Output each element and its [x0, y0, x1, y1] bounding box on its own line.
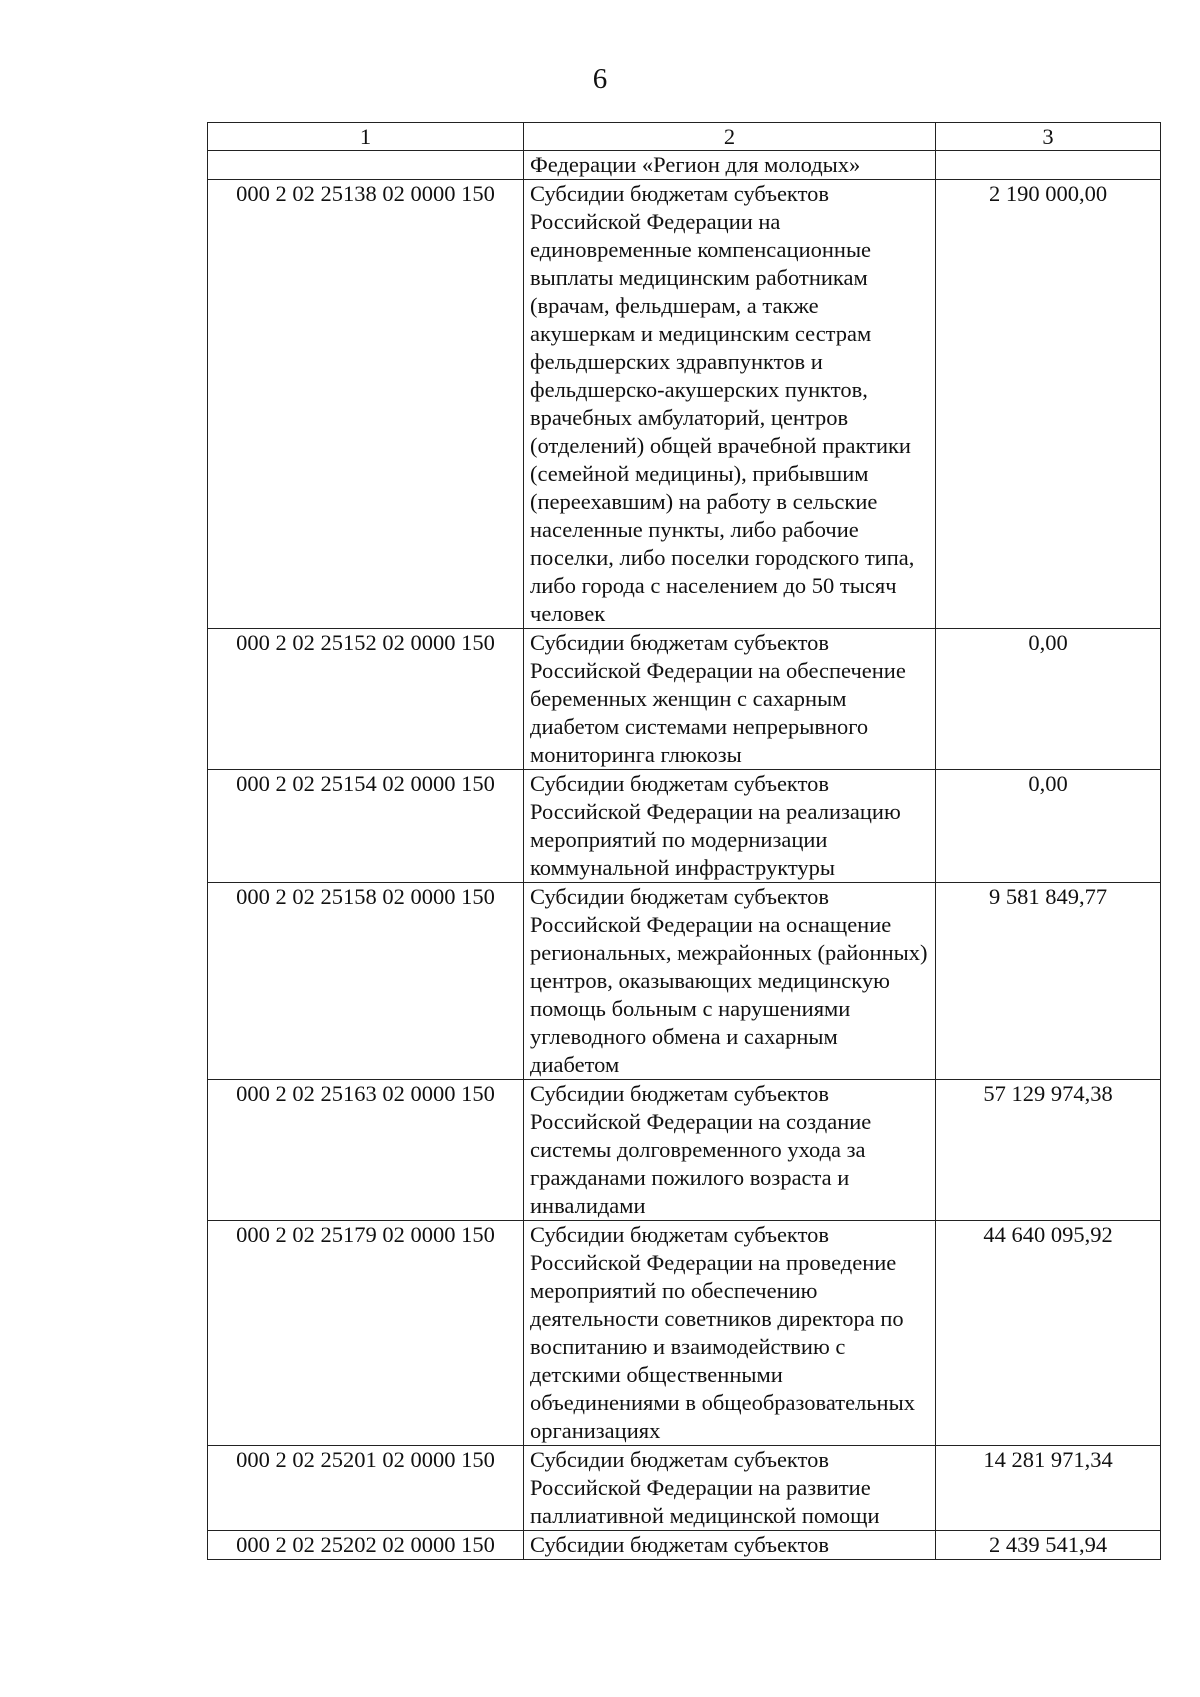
continuation-code-cell	[208, 151, 524, 180]
column-header-1: 1	[208, 123, 524, 151]
amount-cell: 14 281 971,34	[936, 1446, 1161, 1531]
table-row	[208, 1531, 1161, 1560]
description-cell: Субсидии бюджетам субъектов	[524, 1531, 936, 1560]
code-cell: 000 2 02 25152 02 0000 150	[208, 629, 524, 770]
continuation-row	[208, 151, 1161, 180]
table-row	[208, 1221, 1161, 1446]
table-row	[208, 180, 1161, 629]
amount-cell: 44 640 095,92	[936, 1221, 1161, 1446]
amount-cell: 9 581 849,77	[936, 883, 1161, 1080]
description-cell: Субсидии бюджетам субъектов Российской Федерации на создание системы долговременного ухода за гражданами пожилого возраста и инвалидами	[524, 1080, 936, 1221]
continuation-amount-cell	[936, 151, 1161, 180]
table-row	[208, 629, 1161, 770]
description-cell: Субсидии бюджетам субъектов Российской Федерации на реализацию мероприятий по модернизации коммунальной инфраструктуры	[524, 770, 936, 883]
code-cell: 000 2 02 25201 02 0000 150	[208, 1446, 524, 1531]
budget-revenue-table	[207, 122, 1161, 1560]
code-cell: 000 2 02 25202 02 0000 150	[208, 1531, 524, 1560]
description-cell: Субсидии бюджетам субъектов Российской Федерации на проведение мероприятий по обеспечению деятельности советников директора по воспитанию и взаимодействию с детскими общественными объединениями в общеобразовательных организациях	[524, 1221, 936, 1446]
table-row	[208, 1446, 1161, 1531]
code-cell: 000 2 02 25163 02 0000 150	[208, 1080, 524, 1221]
amount-cell: 0,00	[936, 770, 1161, 883]
amount-cell: 57 129 974,38	[936, 1080, 1161, 1221]
code-cell: 000 2 02 25158 02 0000 150	[208, 883, 524, 1080]
amount-cell: 2 439 541,94	[936, 1531, 1161, 1560]
table-row	[208, 883, 1161, 1080]
amount-cell: 0,00	[936, 629, 1161, 770]
table-row	[208, 770, 1161, 883]
description-cell: Субсидии бюджетам субъектов Российской Федерации на обеспечение беременных женщин с сахарным диабетом системами непрерывного мониторинга глюкозы	[524, 629, 936, 770]
page-number: 6	[592, 63, 608, 95]
table-row	[208, 1080, 1161, 1221]
description-cell: Субсидии бюджетам субъектов Российской Федерации на единовременные компенсационные выплаты медицинским работникам (врачам, фельдшерам, а также акушеркам и медицинским сестрам фельдшерских здравпунктов и фельдшерско-акушерских пунктов, врачебных амбулаторий, центров (отделений) общей врачебной практики (семейной медицины), прибывшим (переехавшим) на работу в сельские населенные пункты, либо рабочие поселки, либо поселки городского типа, либо города с населением до 50 тысяч человек	[524, 180, 936, 629]
code-cell: 000 2 02 25138 02 0000 150	[208, 180, 524, 629]
continuation-description-cell: Федерации «Регион для молодых»	[524, 151, 936, 180]
column-header-2: 2	[524, 123, 936, 151]
description-cell: Субсидии бюджетам субъектов Российской Федерации на оснащение региональных, межрайонных (районных) центров, оказывающих медицинскую помощь больным с нарушениями углеводного обмена и сахарным диабетом	[524, 883, 936, 1080]
amount-cell: 2 190 000,00	[936, 180, 1161, 629]
code-cell: 000 2 02 25179 02 0000 150	[208, 1221, 524, 1446]
code-cell: 000 2 02 25154 02 0000 150	[208, 770, 524, 883]
column-header-3: 3	[936, 123, 1161, 151]
column-number-row	[208, 123, 1161, 151]
description-cell: Субсидии бюджетам субъектов Российской Федерации на развитие паллиативной медицинской помощи	[524, 1446, 936, 1531]
